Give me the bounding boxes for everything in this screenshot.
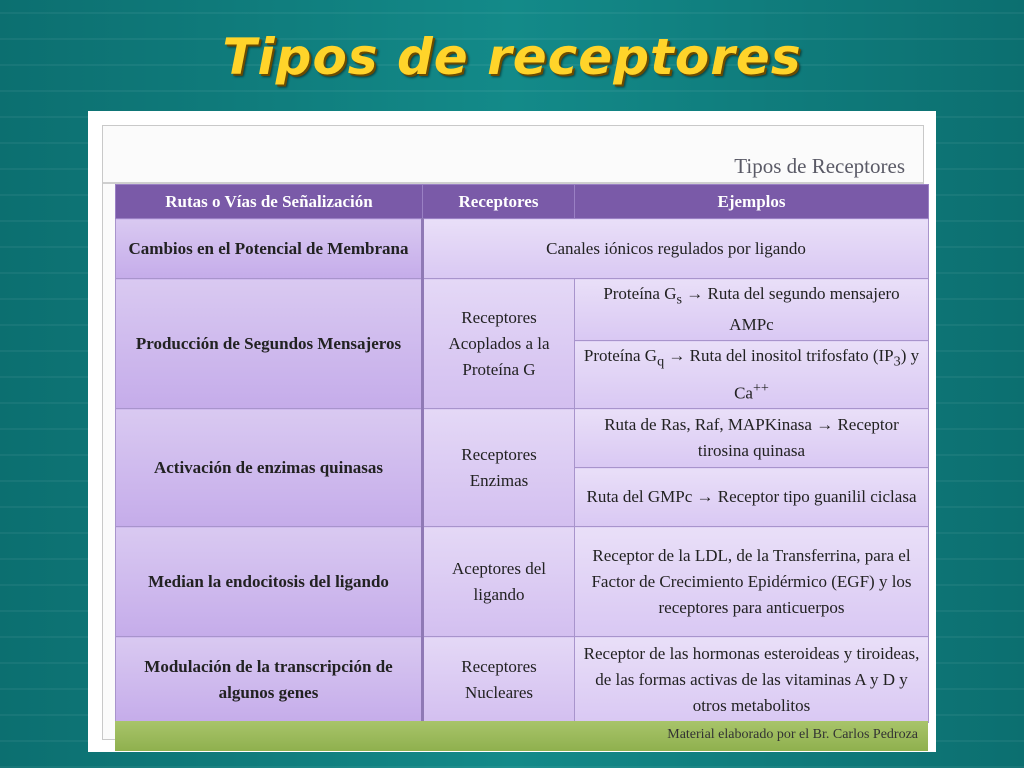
slide-title: Tipos de receptores (222, 28, 802, 86)
ejemplo-text: → Ruta del inositol trifosfato (IP (664, 346, 894, 366)
header-receptores: Receptores (423, 185, 575, 219)
header-rutas: Rutas o Vías de Señalización (116, 185, 423, 219)
ejemplo-text: ) y Ca (734, 346, 920, 403)
ejemplo-subscript: s (676, 291, 683, 308)
table-row (116, 637, 929, 723)
ejemplo-cell: Ruta de Ras, Raf, MAPKinasa → Receptor tirosina quinasa (575, 409, 929, 468)
ejemplo-text: Proteína G (583, 346, 658, 366)
ruta-cell: Producción de Segundos Mensajeros (116, 279, 423, 409)
table-row (116, 527, 929, 637)
footer-credit: Material elaborado por el Br. Carlos Pedroza (667, 727, 918, 742)
receptor-cell: Receptores Acoplados a la Proteína G (423, 279, 575, 409)
table-row (116, 279, 929, 341)
ejemplo-cell: Receptor de las hormonas esteroideas y tiroideas, de las formas activas de las vitaminas A y D y otros metabolitos (575, 637, 929, 723)
header-ejemplos: Ejemplos (575, 185, 929, 219)
table-frame (102, 125, 924, 740)
ejemplo-superscript: ++ (752, 379, 769, 396)
ejemplo-subscript: 3 (893, 353, 901, 370)
receptor-cell: Aceptores del ligando (423, 527, 575, 637)
table-row (116, 219, 929, 279)
ejemplo-cell: Ruta del GMPc → Receptor tipo guanilil ciclasa (575, 468, 929, 527)
table-row (116, 409, 929, 468)
ejemplo-cell (575, 279, 929, 341)
ruta-cell: Modulación de la transcripción de algunos genes (116, 637, 423, 723)
footer-bar (115, 721, 928, 751)
ejemplo-text: → Ruta del segundo mensajero AMPc (682, 284, 900, 335)
ejemplo-subscript: q (657, 353, 665, 370)
receptor-cell: Receptores Nucleares (423, 637, 575, 723)
ejemplo-cell: Receptor de la LDL, de la Transferrina, para el Factor de Crecimiento Epidérmico (EGF) y los receptores para anticuerpos (575, 527, 929, 637)
table-title: Tipos de Receptores (734, 154, 905, 178)
receptor-table (115, 184, 929, 723)
ejemplo-cell: Canales iónicos regulados por ligando (423, 219, 929, 279)
table-image-panel (88, 111, 936, 752)
ejemplo-cell (575, 341, 929, 409)
ejemplo-text: Proteína G (603, 284, 677, 303)
ruta-cell: Activación de enzimas quinasas (116, 409, 423, 527)
receptor-cell: Receptores Enzimas (423, 409, 575, 527)
table-header-row (116, 185, 929, 219)
ruta-cell: Cambios en el Potencial de Membrana (116, 219, 423, 279)
ruta-cell: Median la endocitosis del ligando (116, 527, 423, 637)
